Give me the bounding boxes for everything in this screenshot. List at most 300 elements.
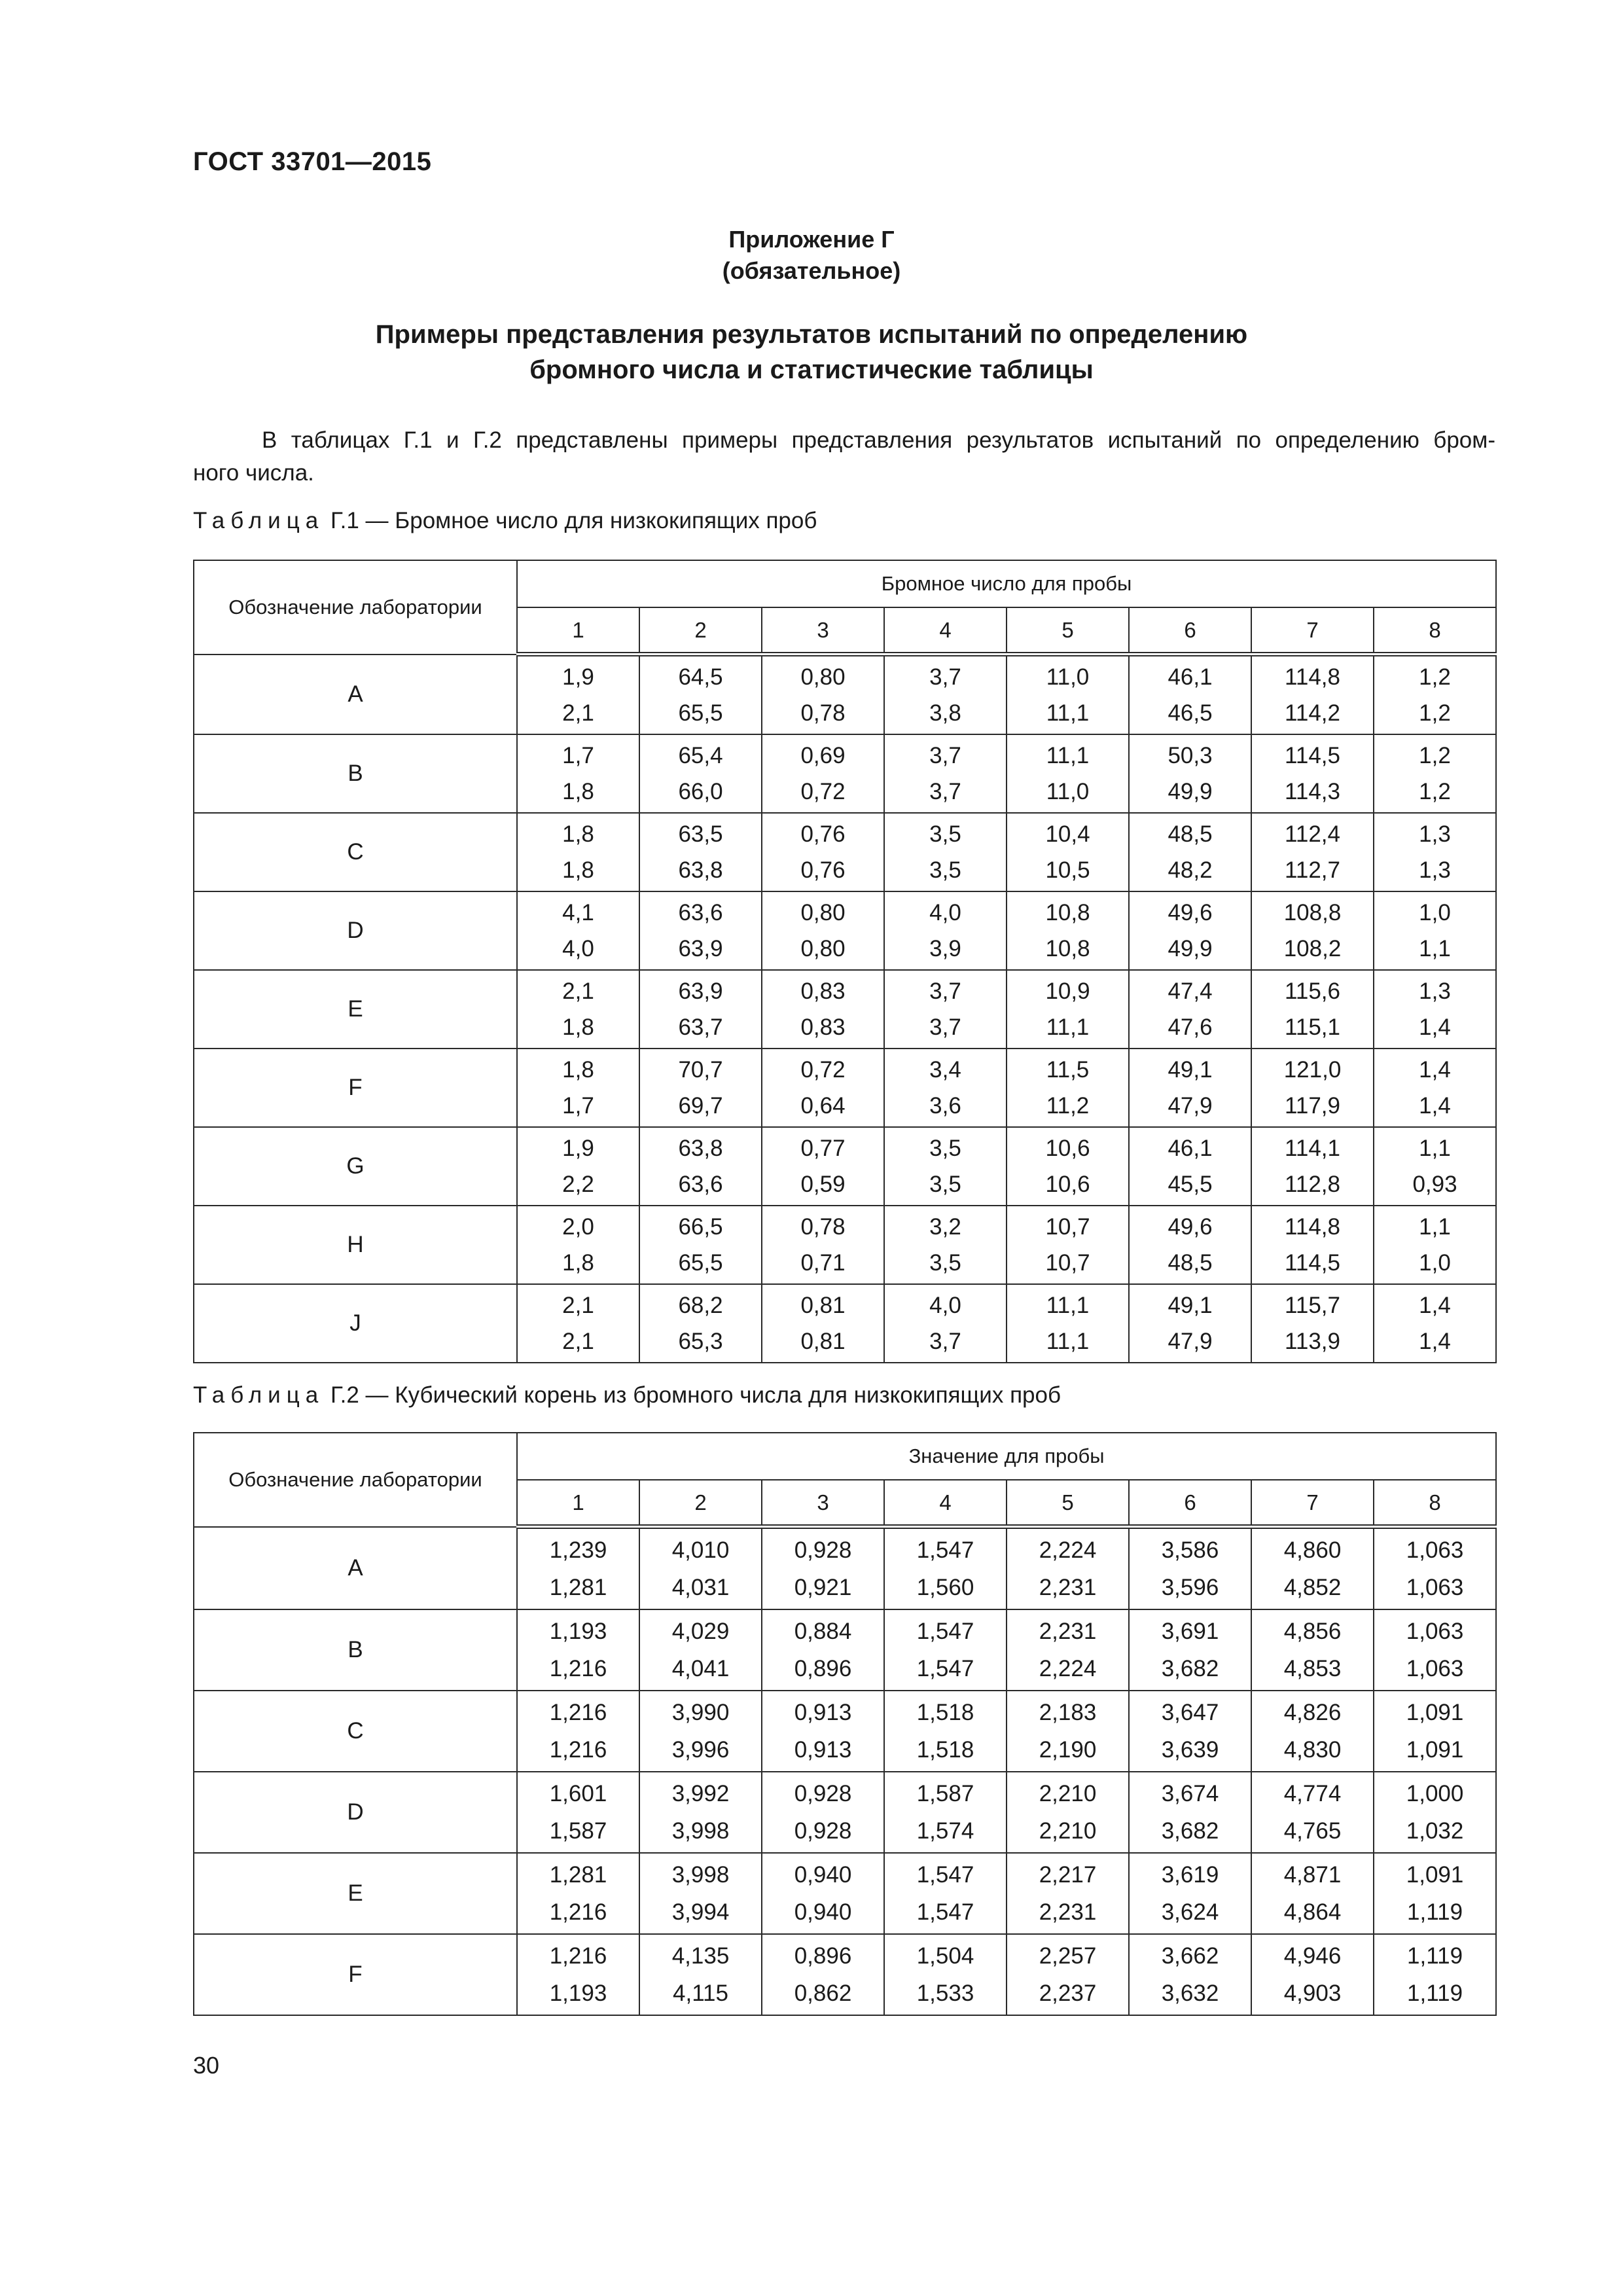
value-cell: 3,586 [1129,1527,1251,1570]
value-cell: 3,5 [884,1127,1007,1166]
table-row [194,1127,1496,1166]
value-cell: 0,896 [762,1934,884,1975]
value-cell: 70,7 [639,1049,762,1088]
value-cell: 1,9 [517,655,639,696]
value-cell: 0,80 [762,931,884,970]
lab-designation-cell: F [194,1049,517,1127]
value-cell: 1,063 [1374,1527,1496,1570]
value-cell: 11,2 [1007,1088,1129,1127]
value-cell: 1,216 [517,1934,639,1975]
value-cell: 45,5 [1129,1166,1251,1206]
value-cell: 0,940 [762,1893,884,1934]
table-row [194,970,1496,1009]
value-cell: 4,946 [1251,1934,1374,1975]
value-cell: 1,574 [884,1812,1007,1853]
value-cell: 47,9 [1129,1088,1251,1127]
value-cell: 1,4 [1374,1284,1496,1323]
table1-caption-prefix: Таблица [193,508,325,533]
value-cell: 11,1 [1007,1009,1129,1049]
value-cell: 2,1 [517,1284,639,1323]
value-cell: 3,7 [884,1009,1007,1049]
table2-column-header: 2 [639,1480,762,1527]
table1-column-header: 5 [1007,607,1129,655]
value-cell: 0,83 [762,970,884,1009]
value-cell: 69,7 [639,1088,762,1127]
value-cell: 63,8 [639,1127,762,1166]
value-cell: 10,6 [1007,1166,1129,1206]
value-cell: 3,647 [1129,1691,1251,1731]
value-cell: 1,8 [517,1009,639,1049]
value-cell: 1,4 [1374,1088,1496,1127]
value-cell: 49,9 [1129,774,1251,813]
value-cell: 112,8 [1251,1166,1374,1206]
value-cell: 1,1 [1374,1127,1496,1166]
value-cell: 4,0 [517,931,639,970]
value-cell: 4,860 [1251,1527,1374,1570]
value-cell: 48,5 [1129,813,1251,852]
value-cell: 11,1 [1007,695,1129,734]
value-cell: 1,0 [1374,891,1496,931]
value-cell: 0,928 [762,1772,884,1812]
value-cell: 3,992 [639,1772,762,1812]
intro-line-2: ного числа. [193,460,314,486]
value-cell: 3,682 [1129,1812,1251,1853]
value-cell: 1,533 [884,1975,1007,2015]
table-row [194,1206,1496,1245]
value-cell: 4,765 [1251,1812,1374,1853]
value-cell: 4,853 [1251,1650,1374,1691]
value-cell: 11,1 [1007,1323,1129,1363]
value-cell: 3,7 [884,970,1007,1009]
value-cell: 121,0 [1251,1049,1374,1088]
value-cell: 3,7 [884,655,1007,696]
table1-column-header: 4 [884,607,1007,655]
value-cell: 114,5 [1251,734,1374,774]
table-row [194,1284,1496,1323]
value-cell: 10,8 [1007,931,1129,970]
value-cell: 2,210 [1007,1812,1129,1853]
value-cell: 1,2 [1374,655,1496,696]
value-cell: 114,5 [1251,1245,1374,1284]
value-cell: 10,7 [1007,1245,1129,1284]
value-cell: 0,83 [762,1009,884,1049]
value-cell: 1,063 [1374,1650,1496,1691]
value-cell: 47,6 [1129,1009,1251,1049]
value-cell: 4,029 [639,1609,762,1650]
value-cell: 2,210 [1007,1772,1129,1812]
value-cell: 1,1 [1374,931,1496,970]
value-cell: 0,59 [762,1166,884,1206]
value-cell: 0,78 [762,1206,884,1245]
value-cell: 114,8 [1251,655,1374,696]
value-cell: 1,4 [1374,1009,1496,1049]
table-row [194,1691,1496,1731]
value-cell: 0,93 [1374,1166,1496,1206]
table-row [194,813,1496,852]
document-title-line-1: Примеры представления результатов испытаний по определению [375,320,1248,349]
table-row [194,1609,1496,1650]
value-cell: 0,72 [762,774,884,813]
value-cell: 2,217 [1007,1853,1129,1893]
value-cell: 48,2 [1129,852,1251,891]
value-cell: 1,032 [1374,1812,1496,1853]
value-cell: 117,9 [1251,1088,1374,1127]
value-cell: 65,5 [639,695,762,734]
table2-caption [193,1381,1061,1410]
value-cell: 1,587 [517,1812,639,1853]
value-cell: 4,115 [639,1975,762,2015]
value-cell: 1,281 [517,1853,639,1893]
table-row [194,1934,1496,1975]
value-cell: 4,041 [639,1650,762,1691]
value-cell: 1,063 [1374,1609,1496,1650]
value-cell: 11,0 [1007,655,1129,696]
value-cell: 3,682 [1129,1650,1251,1691]
value-cell: 2,231 [1007,1569,1129,1609]
value-cell: 1,091 [1374,1691,1496,1731]
value-cell: 1,518 [884,1691,1007,1731]
table2-column-header: 4 [884,1480,1007,1527]
table1-column-header: 6 [1129,607,1251,655]
value-cell: 1,3 [1374,970,1496,1009]
value-cell: 63,7 [639,1009,762,1049]
table2-column-header: 5 [1007,1480,1129,1527]
table2-column-header: 6 [1129,1480,1251,1527]
value-cell: 2,224 [1007,1527,1129,1570]
value-cell: 4,871 [1251,1853,1374,1893]
value-cell: 113,9 [1251,1323,1374,1363]
value-cell: 64,5 [639,655,762,696]
value-cell: 2,0 [517,1206,639,1245]
lab-designation-cell: J [194,1284,517,1363]
table-row [194,734,1496,774]
value-cell: 3,619 [1129,1853,1251,1893]
value-cell: 114,2 [1251,695,1374,734]
table-row [194,1527,1496,1570]
value-cell: 1,091 [1374,1731,1496,1772]
value-cell: 4,864 [1251,1893,1374,1934]
value-cell: 2,2 [517,1166,639,1206]
value-cell: 10,6 [1007,1127,1129,1166]
value-cell: 10,8 [1007,891,1129,931]
value-cell: 0,81 [762,1284,884,1323]
value-cell: 3,7 [884,774,1007,813]
table-row [194,655,1496,696]
value-cell: 0,80 [762,891,884,931]
value-cell: 4,135 [639,1934,762,1975]
lab-designation-cell: E [194,1853,517,1934]
value-cell: 47,4 [1129,970,1251,1009]
value-cell: 1,3 [1374,852,1496,891]
value-cell: 0,940 [762,1853,884,1893]
lab-designation-cell: D [194,891,517,970]
table1-caption-text: Г.1 — Бромное число для низкокипящих проб [324,508,817,533]
lab-designation-cell: A [194,1527,517,1610]
lab-designation-cell: C [194,813,517,891]
value-cell: 50,3 [1129,734,1251,774]
value-cell: 3,9 [884,931,1007,970]
value-cell: 1,8 [517,852,639,891]
value-cell: 1,547 [884,1893,1007,1934]
value-cell: 0,928 [762,1812,884,1853]
value-cell: 3,994 [639,1893,762,1934]
table1-lab-header: Обозначение лаборатории [194,560,517,655]
value-cell: 11,1 [1007,734,1129,774]
value-cell: 1,504 [884,1934,1007,1975]
value-cell: 11,0 [1007,774,1129,813]
value-cell: 1,239 [517,1527,639,1570]
table2-column-header: 7 [1251,1480,1374,1527]
value-cell: 68,2 [639,1284,762,1323]
value-cell: 46,1 [1129,655,1251,696]
page-number: 30 [193,2052,220,2079]
value-cell: 1,119 [1374,1934,1496,1975]
value-cell: 4,0 [884,1284,1007,1323]
value-cell: 3,5 [884,1166,1007,1206]
table2-group-header: Значение для пробы [517,1433,1496,1480]
value-cell: 0,76 [762,852,884,891]
value-cell: 114,1 [1251,1127,1374,1166]
value-cell: 1,7 [517,1088,639,1127]
table1-group-header: Бромное число для пробы [517,560,1496,607]
value-cell: 65,5 [639,1245,762,1284]
value-cell: 63,8 [639,852,762,891]
value-cell: 0,64 [762,1088,884,1127]
table-bromine-number [193,560,1497,1363]
value-cell: 1,601 [517,1772,639,1812]
lab-designation-cell: C [194,1691,517,1772]
value-cell: 1,216 [517,1650,639,1691]
value-cell: 3,674 [1129,1772,1251,1812]
table-row [194,1772,1496,1812]
value-cell: 65,4 [639,734,762,774]
value-cell: 4,856 [1251,1609,1374,1650]
value-cell: 2,257 [1007,1934,1129,1975]
table1-caption [193,507,817,535]
value-cell: 0,69 [762,734,884,774]
value-cell: 1,547 [884,1853,1007,1893]
appendix-title: Приложение Г [728,226,895,253]
value-cell: 1,091 [1374,1853,1496,1893]
value-cell: 0,913 [762,1691,884,1731]
value-cell: 10,5 [1007,852,1129,891]
value-cell: 63,6 [639,891,762,931]
table1-column-header: 7 [1251,607,1374,655]
value-cell: 4,826 [1251,1691,1374,1731]
value-cell: 2,237 [1007,1975,1129,2015]
value-cell: 1,9 [517,1127,639,1166]
value-cell: 4,774 [1251,1772,1374,1812]
lab-designation-cell: B [194,1609,517,1691]
value-cell: 112,7 [1251,852,1374,891]
table1-column-header: 1 [517,607,639,655]
value-cell: 4,1 [517,891,639,931]
value-cell: 2,231 [1007,1609,1129,1650]
value-cell: 3,632 [1129,1975,1251,2015]
value-cell: 63,9 [639,970,762,1009]
value-cell: 1,4 [1374,1049,1496,1088]
value-cell: 0,862 [762,1975,884,2015]
value-cell: 4,031 [639,1569,762,1609]
value-cell: 1,4 [1374,1323,1496,1363]
value-cell: 3,624 [1129,1893,1251,1934]
value-cell: 3,4 [884,1049,1007,1088]
value-cell: 1,518 [884,1731,1007,1772]
intro-paragraph [193,424,1495,490]
lab-designation-cell: A [194,655,517,735]
value-cell: 3,996 [639,1731,762,1772]
document-title [0,317,1623,387]
value-cell: 4,903 [1251,1975,1374,2015]
value-cell: 10,7 [1007,1206,1129,1245]
value-cell: 3,2 [884,1206,1007,1245]
value-cell: 115,7 [1251,1284,1374,1323]
value-cell: 2,1 [517,1323,639,1363]
value-cell: 3,5 [884,813,1007,852]
value-cell: 1,193 [517,1609,639,1650]
value-cell: 1,2 [1374,695,1496,734]
value-cell: 63,5 [639,813,762,852]
value-cell: 1,7 [517,734,639,774]
value-cell: 108,8 [1251,891,1374,931]
value-cell: 3,990 [639,1691,762,1731]
table2-caption-prefix: Таблица [193,1382,325,1408]
value-cell: 1,560 [884,1569,1007,1609]
value-cell: 47,9 [1129,1323,1251,1363]
value-cell: 1,2 [1374,774,1496,813]
value-cell: 10,9 [1007,970,1129,1009]
value-cell: 0,921 [762,1569,884,1609]
value-cell: 2,1 [517,970,639,1009]
value-cell: 1,216 [517,1893,639,1934]
value-cell: 2,1 [517,695,639,734]
value-cell: 4,0 [884,891,1007,931]
value-cell: 0,896 [762,1650,884,1691]
value-cell: 3,5 [884,852,1007,891]
value-cell: 3,596 [1129,1569,1251,1609]
appendix-status: (обязательное) [722,257,901,284]
value-cell: 0,913 [762,1731,884,1772]
value-cell: 1,547 [884,1609,1007,1650]
value-cell: 1,0 [1374,1245,1496,1284]
lab-designation-cell: F [194,1934,517,2015]
value-cell: 63,6 [639,1166,762,1206]
document-code: ГОСТ 33701—2015 [193,147,432,176]
value-cell: 49,6 [1129,891,1251,931]
lab-designation-cell: E [194,970,517,1049]
value-cell: 3,662 [1129,1934,1251,1975]
value-cell: 2,183 [1007,1691,1129,1731]
table1-column-header: 8 [1374,607,1496,655]
value-cell: 49,1 [1129,1049,1251,1088]
value-cell: 65,3 [639,1323,762,1363]
value-cell: 0,80 [762,655,884,696]
value-cell: 4,010 [639,1527,762,1570]
table2-lab-header: Обозначение лаборатории [194,1433,517,1527]
value-cell: 3,8 [884,695,1007,734]
value-cell: 1,8 [517,813,639,852]
value-cell: 66,5 [639,1206,762,1245]
table-row [194,1049,1496,1088]
value-cell: 1,547 [884,1650,1007,1691]
value-cell: 114,3 [1251,774,1374,813]
document-title-line-2: бромного числа и статистические таблицы [529,355,1094,384]
value-cell: 1,2 [1374,734,1496,774]
value-cell: 3,998 [639,1812,762,1853]
value-cell: 3,639 [1129,1731,1251,1772]
value-cell: 63,9 [639,931,762,970]
value-cell: 1,216 [517,1691,639,1731]
value-cell: 1,000 [1374,1772,1496,1812]
value-cell: 3,998 [639,1853,762,1893]
value-cell: 0,78 [762,695,884,734]
value-cell: 4,852 [1251,1569,1374,1609]
value-cell: 1,547 [884,1527,1007,1570]
table1-column-header: 3 [762,607,884,655]
table2-caption-text: Г.2 — Кубический корень из бромного числа для низкокипящих проб [324,1382,1061,1408]
value-cell: 115,6 [1251,970,1374,1009]
value-cell: 3,691 [1129,1609,1251,1650]
lab-designation-cell: H [194,1206,517,1284]
table-row [194,891,1496,931]
value-cell: 114,8 [1251,1206,1374,1245]
table-cube-root-bromine-number [193,1432,1497,2016]
table2-column-header: 3 [762,1480,884,1527]
value-cell: 112,4 [1251,813,1374,852]
value-cell: 0,71 [762,1245,884,1284]
value-cell: 0,81 [762,1323,884,1363]
table-row [194,1853,1496,1893]
value-cell: 0,77 [762,1127,884,1166]
value-cell: 0,884 [762,1609,884,1650]
value-cell: 48,5 [1129,1245,1251,1284]
value-cell: 49,9 [1129,931,1251,970]
value-cell: 49,1 [1129,1284,1251,1323]
value-cell: 1,119 [1374,1975,1496,2015]
value-cell: 1,587 [884,1772,1007,1812]
value-cell: 1,8 [517,1245,639,1284]
value-cell: 2,224 [1007,1650,1129,1691]
intro-line-1: В таблицах Г.1 и Г.2 представлены примеры представления результатов испытаний по определению бром- [262,427,1495,453]
value-cell: 3,5 [884,1245,1007,1284]
value-cell: 0,72 [762,1049,884,1088]
lab-designation-cell: D [194,1772,517,1853]
value-cell: 115,1 [1251,1009,1374,1049]
value-cell: 3,6 [884,1088,1007,1127]
value-cell: 66,0 [639,774,762,813]
lab-designation-cell: G [194,1127,517,1206]
value-cell: 1,119 [1374,1893,1496,1934]
value-cell: 2,190 [1007,1731,1129,1772]
table2-column-header: 1 [517,1480,639,1527]
value-cell: 3,7 [884,1323,1007,1363]
value-cell: 49,6 [1129,1206,1251,1245]
value-cell: 46,1 [1129,1127,1251,1166]
value-cell: 11,5 [1007,1049,1129,1088]
value-cell: 1,216 [517,1731,639,1772]
table1-column-header: 2 [639,607,762,655]
value-cell: 46,5 [1129,695,1251,734]
value-cell: 2,231 [1007,1893,1129,1934]
value-cell: 0,928 [762,1527,884,1570]
value-cell: 1,3 [1374,813,1496,852]
value-cell: 1,193 [517,1975,639,2015]
value-cell: 1,063 [1374,1569,1496,1609]
value-cell: 1,1 [1374,1206,1496,1245]
value-cell: 1,281 [517,1569,639,1609]
value-cell: 1,8 [517,774,639,813]
value-cell: 0,76 [762,813,884,852]
